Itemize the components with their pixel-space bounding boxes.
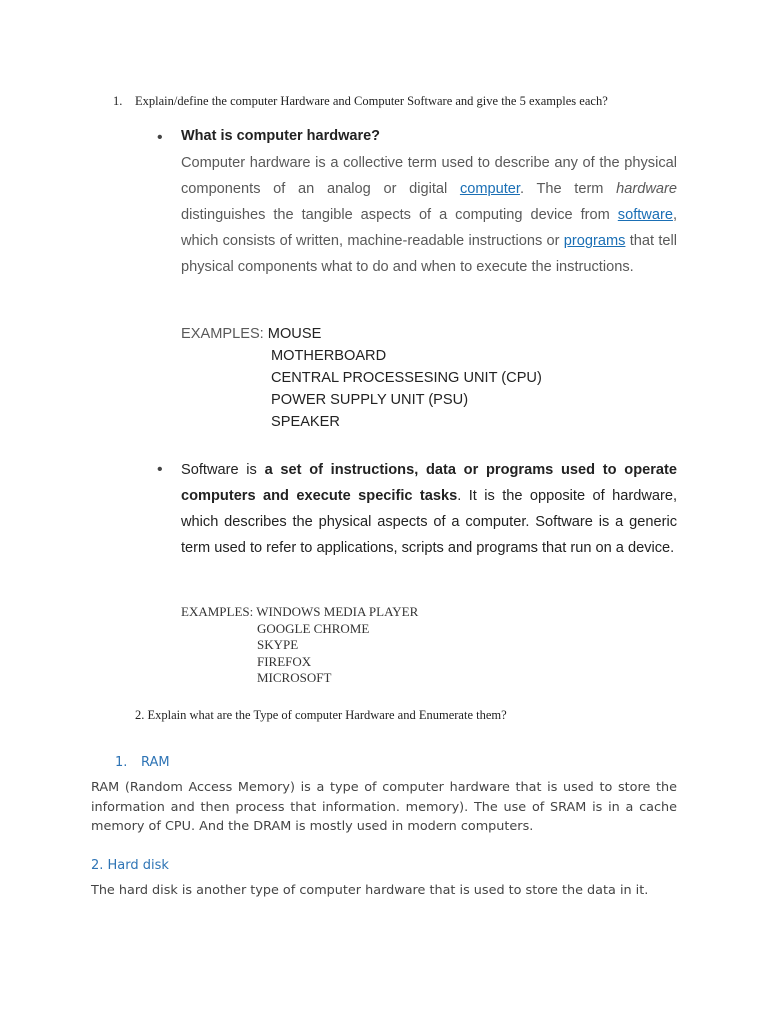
link-software[interactable]: software xyxy=(617,207,673,223)
software-text-2: . It is the opposite of hardware, which describes the physical aspects of a computer. Software is a generic term used to refer to applications, scripts and programs that run on a device. xyxy=(181,488,678,556)
section-body-hard-disk: The hard disk is another type of computer hardware that is used to store the data in it. xyxy=(91,883,649,898)
hardware-example-item: MOUSE xyxy=(267,326,322,342)
section-number: 1. xyxy=(115,755,128,770)
hardware-example-item: CENTRAL PROCESSESING UNIT (CPU) xyxy=(271,370,542,386)
hardware-term-emphasis: hardware xyxy=(616,181,677,197)
software-definition xyxy=(181,457,677,561)
section-title-ram xyxy=(115,755,170,770)
hardware-text-2: . The term xyxy=(519,181,617,197)
hardware-example-item: SPEAKER xyxy=(271,414,340,430)
hardware-examples xyxy=(181,323,542,433)
hardware-bullet: • xyxy=(157,129,163,146)
hardware-definition xyxy=(181,150,677,280)
hardware-example-item: POWER SUPPLY UNIT (PSU) xyxy=(271,392,469,408)
hardware-text-4: , which consists of written, machine-readable instructions or xyxy=(181,207,677,249)
software-example-item: WINDOWS MEDIA PLAYER xyxy=(256,604,419,619)
question-1-number: 1. xyxy=(113,94,123,108)
software-example-item: FIREFOX xyxy=(257,653,312,669)
hardware-heading: What is computer hardware? xyxy=(181,128,381,144)
question-1-text: Explain/define the computer Hardware and Computer Software and give the 5 examples each? xyxy=(135,94,608,108)
question-2: 2. Explain what are the Type of computer Hardware and Enumerate them? xyxy=(135,708,507,722)
software-examples-label: EXAMPLES: xyxy=(181,604,257,619)
link-programs[interactable]: programs xyxy=(563,233,626,249)
software-example-item: SKYPE xyxy=(257,637,299,653)
software-bullet: • xyxy=(157,461,163,478)
hardware-example-item: MOTHERBOARD xyxy=(271,348,387,364)
software-example-item: GOOGLE CHROME xyxy=(257,620,370,636)
hardware-text-3: distinguishes the tangible aspects of a computing device from xyxy=(181,207,618,223)
link-computer[interactable]: computer xyxy=(459,181,520,197)
hardware-examples-label: EXAMPLES: xyxy=(181,326,268,342)
software-bold-text: a set of instructions, data or programs used to operate computers and execute specific tasks xyxy=(181,462,677,504)
question-1 xyxy=(113,93,673,109)
section-title-text: RAM xyxy=(141,755,170,770)
hardware-text-5: that tell physical components what to do and when to execute the instructions. xyxy=(181,233,677,275)
software-example-item: MICROSOFT xyxy=(257,670,332,686)
section-title-hard-disk: 2. Hard disk xyxy=(91,858,169,873)
software-text-1: Software is xyxy=(181,462,265,478)
software-examples xyxy=(181,604,418,687)
section-body-ram: RAM (Random Access Memory) is a type of computer hardware that is used to store the information and then process that information. memory). The use of SRAM is in a cache memory of CPU. And the DRAM is mostly used in modern computers. xyxy=(91,780,677,834)
hardware-text-1: Computer hardware is a collective term used to describe any of the physical components of an analog or digital xyxy=(181,155,677,197)
